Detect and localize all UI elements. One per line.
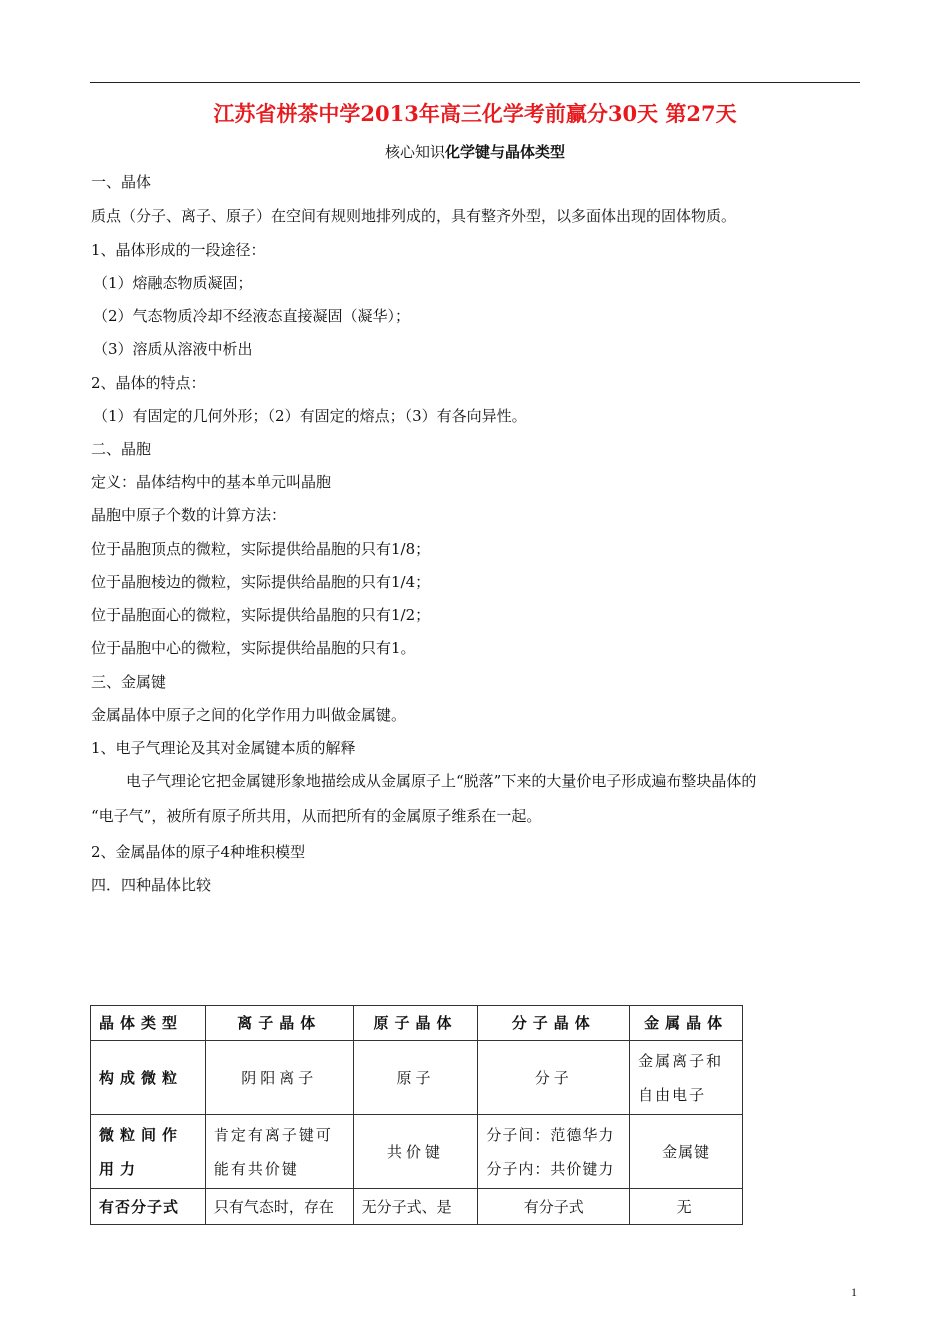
crystal-formation-item-3: （3）溶质从溶液中析出: [93, 340, 253, 358]
unit-cell-edge-rule: 位于晶胞棱边的微粒，实际提供给晶胞的只有1/4；: [91, 573, 431, 591]
table-cell: 有分子式: [478, 1189, 630, 1225]
crystal-definition: 质点（分子、离子、原子）在空间有规则地排列成的，具有整齐外型，以多面体出现的固体物质。: [91, 207, 737, 225]
electron-gas-paragraph-line-2: “电子气”，被所有原子所共用，从而把所有的金属原子维系在一起。: [91, 807, 542, 825]
table-cell: 无分子式、是: [353, 1189, 478, 1225]
document-subtitle: [0, 141, 950, 162]
table-header-row: [91, 1006, 743, 1041]
table-header-cell: 晶体类型: [91, 1006, 206, 1041]
unit-cell-count-heading: 晶胞中原子个数的计算方法：: [91, 506, 287, 524]
crystal-formation-heading: 1、晶体形成的一段途径：: [91, 241, 266, 259]
table-cell: 分子间：范德华力 分子内：共价键力: [478, 1115, 630, 1189]
crystal-features-heading: 2、晶体的特点：: [91, 374, 206, 392]
table-cell: 金属离子和自由电子: [630, 1041, 743, 1115]
table-cell: 分子: [478, 1041, 630, 1115]
table-header-cell: 原子晶体: [353, 1006, 478, 1041]
unit-cell-center-rule: 位于晶胞中心的微粒，实际提供给晶胞的只有1。: [91, 639, 416, 657]
section-heading-metallic-bond: 三、金属键: [91, 673, 167, 691]
crystal-features-list: （1）有固定的几何外形；（2）有固定的熔点；（3）有各向异性。: [93, 407, 527, 425]
table-row: [91, 1115, 743, 1189]
page-number: 1: [851, 1285, 857, 1299]
metallic-bond-definition: 金属晶体中原子之间的化学作用力叫做金属键。: [91, 706, 407, 724]
electron-gas-paragraph-line-1: 电子气理论它把金属键形象地描绘成从金属原子上“脱落”下来的大量价电子形成遍布整块晶体的: [126, 772, 757, 790]
document-title: 江苏省栟茶中学2013年高三化学考前赢分30天 第27天: [213, 101, 737, 126]
stacking-models-heading: 2、金属晶体的原子4种堆积模型: [91, 843, 306, 861]
table-cell: 金属键: [630, 1115, 743, 1189]
unit-cell-vertex-rule: 位于晶胞顶点的微粒，实际提供给晶胞的只有1/8；: [91, 540, 431, 558]
header-rule: [90, 82, 860, 83]
section-heading-crystal: 一、晶体: [91, 173, 152, 191]
table-cell: 共价键: [353, 1115, 478, 1189]
table-row: [91, 1041, 743, 1115]
crystal-formation-item-1: （1）熔融态物质凝固；: [93, 274, 253, 292]
table-cell: 阴阳离子: [205, 1041, 353, 1115]
subtitle-prefix: 核心知识: [384, 143, 445, 161]
table-row-label: 微粒间作用力: [91, 1115, 206, 1189]
table-cell: 原子: [353, 1041, 478, 1115]
table-cell: 肯定有离子键可能有共价键: [205, 1115, 353, 1189]
table-row: [91, 1189, 743, 1225]
unit-cell-face-rule: 位于晶胞面心的微粒，实际提供给晶胞的只有1/2；: [91, 606, 431, 624]
table-header-cell: 金属晶体: [630, 1006, 743, 1041]
crystal-formation-item-2: （2）气态物质冷却不经液态直接凝固（凝华）；: [93, 307, 411, 325]
section-heading-crystal-comparison: 四．四种晶体比较: [91, 876, 212, 894]
table-header-cell: 离子晶体: [205, 1006, 353, 1041]
section-heading-unit-cell: 二、晶胞: [91, 440, 152, 458]
electron-gas-heading: 1、电子气理论及其对金属键本质的解释: [91, 739, 356, 757]
table-row-label: 构成微粒: [91, 1041, 206, 1115]
table-cell: 无: [630, 1189, 743, 1225]
table-header-cell: 分子晶体: [478, 1006, 630, 1041]
subtitle-topic: 化学键与晶体类型: [445, 143, 566, 161]
table-cell: 只有气态时，存在: [205, 1189, 353, 1225]
unit-cell-definition: 定义：晶体结构中的基本单元叫晶胞: [91, 473, 332, 491]
table-row-label: 有否分子式: [91, 1189, 206, 1225]
crystal-comparison-table: [90, 1005, 743, 1225]
